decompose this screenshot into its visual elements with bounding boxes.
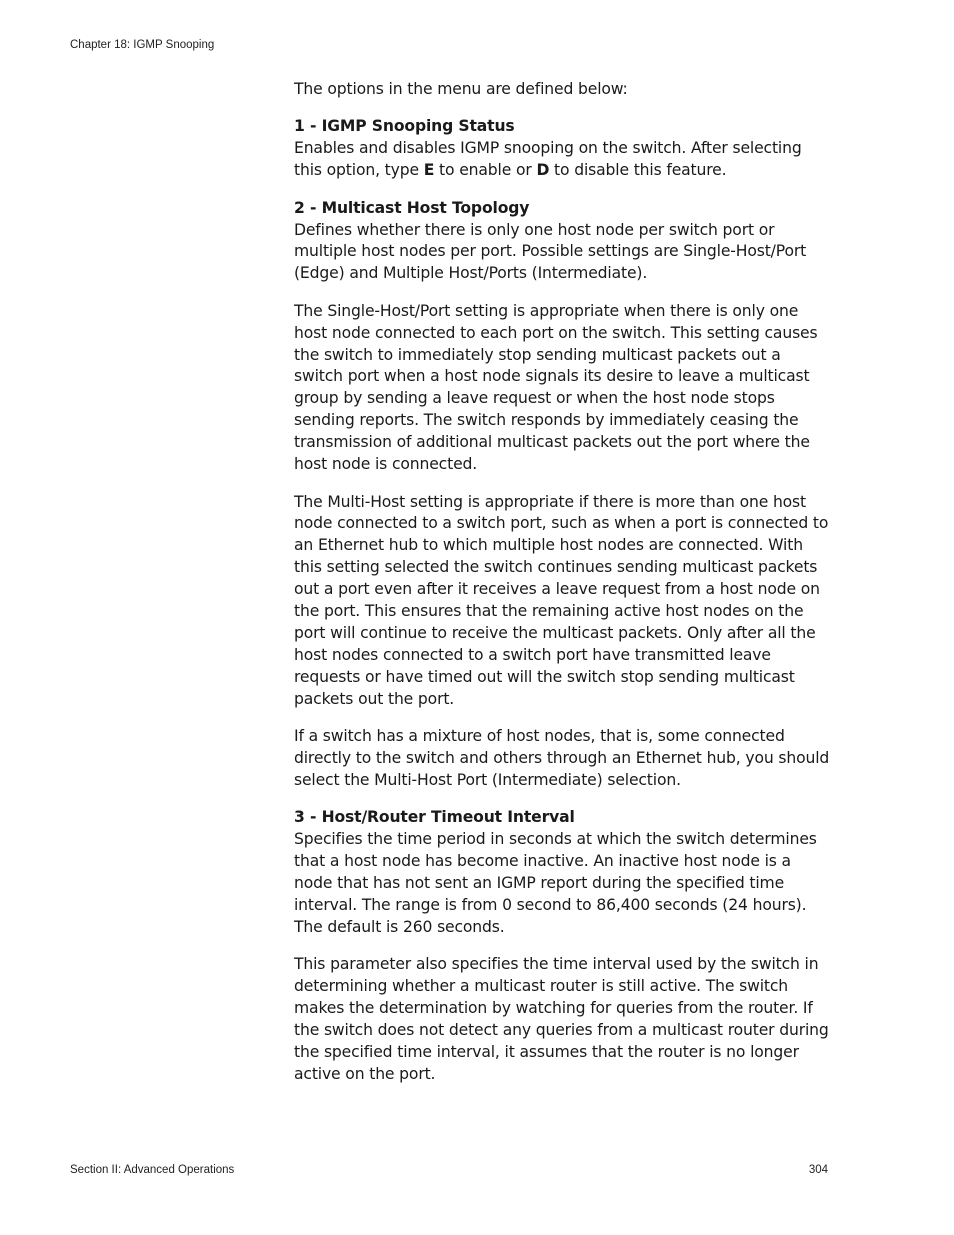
key-d: D xyxy=(536,161,550,180)
intro-paragraph: The options in the menu are defined below: xyxy=(294,80,628,98)
option-heading-2: 2 - Multicast Host Topology xyxy=(294,198,530,217)
option-2-paragraph: The Multi-Host setting is appropriate if there is more than one host node connected to a switch port, such as when a port is connected to an Ethernet hub to which multiple host nodes are connected. With this setting selected the switch continues sending multicast packets out a port even after it receives a leave request from a host node on the port. This ensures that the remaining active host nodes on the port will continue to receive the multicast packets. Only after all the host nodes connected to a switch port have transmitted leave requests or have timed out will the switch stop sending multicast packets out the port. xyxy=(294,492,829,708)
option-2-paragraph: Defines whether there is only one host node per switch port or multiple host nodes per port. Possible settings are Single-Host/Port (Edge) and Multiple Host/Ports (Intermediate). xyxy=(294,220,807,283)
page-body xyxy=(294,79,832,1101)
option-3-paragraph: Specifies the time period in seconds at which the switch determines that a host node has become inactive. An inactive host node is a node that has not sent an IGMP report during the specified time interval. The range is from 0 second to 86,400 seconds (24 hours). The default is 260 seconds. xyxy=(294,830,817,936)
option-1-description xyxy=(294,138,832,182)
page-number: 304 xyxy=(808,1164,828,1176)
text-run: Enables and disables IGMP snooping on the switch. After selecting this option, type xyxy=(294,139,802,180)
text-run: to disable this feature. xyxy=(549,161,727,180)
running-header: Chapter 18: IGMP Snooping xyxy=(70,39,215,51)
option-3-paragraph: This parameter also specifies the time interval used by the switch in determining whether a multicast router is still active. The switch makes the determination by watching for queries from the router. If the switch does not detect any queries from a multicast router during the specified time interval, it assumes that the router is no longer active on the port. xyxy=(294,955,829,1083)
footer-section: Section II: Advanced Operations xyxy=(70,1164,235,1176)
text-run: to enable or xyxy=(434,161,537,180)
option-heading-3: 3 - Host/Router Timeout Interval xyxy=(294,808,575,827)
option-2-paragraph: If a switch has a mixture of host nodes, that is, some connected directly to the switch and others through an Ethernet hub, you should select the Multi-Host Port (Intermediate) selection. xyxy=(294,727,830,789)
option-2-paragraph: The Single-Host/Port setting is appropriate when there is only one host node connected to each port on the switch. This setting causes the switch to immediately stop sending multicast packets out a switch port when a host node signals its desire to leave a multicast group by sending a leave request or when the host node stops sending reports. The switch responds by immediately ceasing the transmission of additional multicast packets out the port where the host node is connected. xyxy=(294,301,818,474)
key-e: E xyxy=(423,161,435,180)
option-heading-1: 1 - IGMP Snooping Status xyxy=(294,117,515,136)
